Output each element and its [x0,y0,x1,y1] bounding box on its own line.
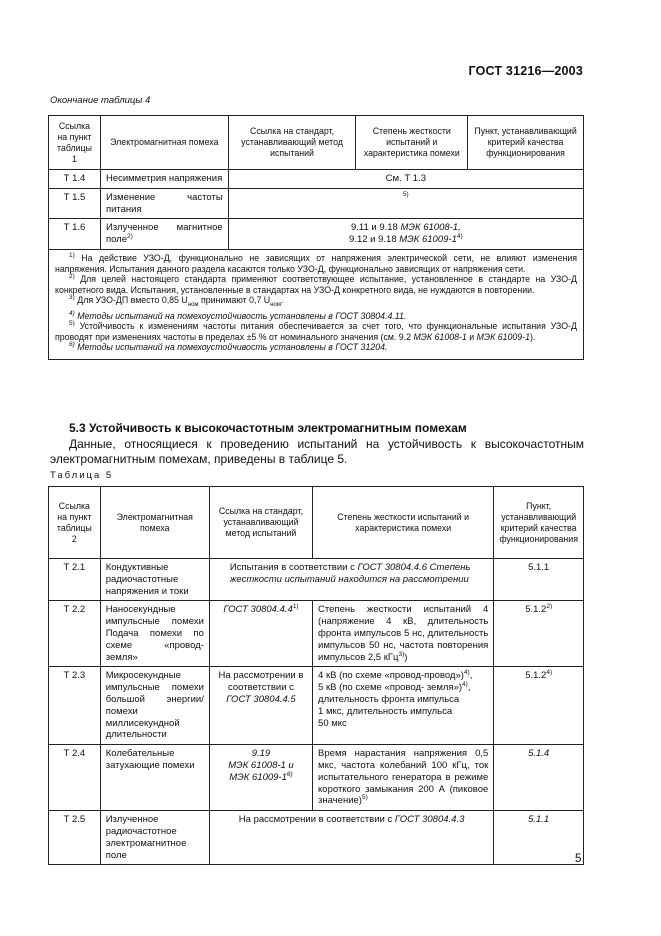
severity-text: 4 кВ (по схеме «провод-провод») [318,670,464,682]
emi-text: Излученное магнитное поле [105,222,223,246]
subscript: ном [187,302,199,309]
criterion-text: 5.1.2 [525,670,547,682]
document-header: ГОСТ 31216—2003 [468,64,583,78]
merged-cell [228,188,583,219]
table-continuation-label: Окончание таблицы 4 [50,95,151,106]
criterion-cell: 5.1.1 [494,811,584,865]
std-text: ГОСТ 30804.4.3 [394,814,465,826]
header-cell: Степень жесткости испытаний и характеристика помехи [313,487,494,559]
footnote-text: и [469,331,475,342]
table-row [49,601,584,667]
footnote-text: ). [530,331,536,342]
severity-text: Время нарастания напряжения 0,5 мкс, частота колебаний 100 кГц, ток испытательного генератора в режиме короткого замыкания 200 А (пиковое значение) [318,748,489,807]
footnote-mark: 4) [546,669,553,677]
ref-cell: Т 2.5 [49,811,101,865]
std-text: МЭК 61009-1 [229,771,287,783]
criterion-cell: 5.1.1 [494,559,584,601]
severity-cell [313,745,494,811]
table-header-row [49,487,584,559]
table-5 [48,486,584,865]
footnote-text: . [280,295,284,306]
header-cell: Ссылка на стандарт, устанавливающий метод испытаний [228,116,356,170]
merged-cell: См. Т 1.3 [228,170,583,189]
std-text: ГОСТ 30804.4.6 Степень жесткости испытаний находится на рассмотрении [229,562,471,585]
table-row [49,219,584,250]
merged-cell [209,559,493,601]
emi-cell: Колебательные затухающие помехи [100,745,209,811]
header-cell: Ссылка на пункт таблицы 2 [49,487,101,559]
footnote-mark: 1) [292,603,299,611]
footnote-mark: 4) [463,669,470,677]
ref-cell: Т 1.4 [49,170,101,189]
merged-cell [209,811,493,865]
std-text: 9.19 [251,748,271,760]
criterion-text: 5.1.2 [525,604,547,616]
footnote-mark: 2) [127,233,133,241]
footnote-mark: 4) [69,309,75,317]
footnote-text: МЭК 61008-1 [413,331,467,342]
emi-cell: Микросекундные импульсные помехи большой энергии/помехи миллисекундной длительности [100,667,209,745]
footnotes-row [49,249,584,359]
footnote [55,253,577,274]
emi-cell: Изменение частоты питания [100,188,228,219]
footnote-mark: 3) [398,650,405,658]
ref-cell: Т 2.4 [49,745,101,811]
footnote-mark: 2) [69,273,75,281]
footnote-text: принимают 0,7 U [198,295,271,306]
section-title: 5.3 Устойчивость к высокочастотным электромагнитным помехам [69,421,467,435]
footnote-text: МЭК 61009-1 [476,331,531,342]
footnote-mark: 5) [69,320,75,328]
footnote-mark: 2) [546,603,553,611]
footnote [55,295,577,310]
table-4 [48,115,584,360]
emi-cell: Излученное радиочастотное электромагнитное поле [100,811,209,865]
std-text: МЭК 61008-1 и [228,759,294,771]
header-cell: Электромагнитная помеха [100,487,209,559]
footnote [55,321,577,342]
table-header-row [49,116,584,170]
severity-text: 5 кВ (по схеме «провод- земля») [318,682,463,694]
header-cell: Пункт, устанавливающий критерий качества функционирования [468,116,584,170]
emi-cell: Несимметрия напряжения [100,170,228,189]
emi-cell: Наносекундные импульсные помехи Подача помехи по схеме «провод-земля» [100,601,209,667]
footnote-mark: 6) [69,341,75,349]
table-row [49,667,584,745]
footnote-mark: 1) [69,252,75,260]
severity-text: Степень жесткости испытаний 4 (напряжение 4 кВ, длительность фронта импульсов 5 нс, длительность импульсов 50 нс, частота повторения импульсов 2,5 кГц [318,604,489,663]
footnote-text: На действие УЗО-Д, функционально не зависящих от напряжения электрической сети, не влияют изменения напряжения. Испытания данного раздела касаются только УЗО-Д, функционально зависящих от напряжения сети. [55,252,577,274]
std-text: Испытания в соответствии с [229,562,355,573]
footnote [55,274,577,295]
footnote [55,311,577,322]
footnote [55,342,577,353]
ref-cell: Т 2.1 [49,559,101,601]
subscript: ном [270,302,281,309]
std-ref: 9.11 и 9.18 [350,222,398,234]
header-cell: Ссылка на стандарт, устанавливающий метод испытаний [209,487,312,559]
header-cell: Степень жесткости испытаний и характеристика помехи [356,116,468,170]
footnote-text: Методы испытаний на помехоустойчивость установлены в ГОСТ 31204. [77,342,388,353]
std-text: На рассмотрении в соответствии с [218,670,304,694]
std-ref: МЭК 61009-1 [399,234,457,246]
std-text: ГОСТ 30804.4.5 [226,693,296,705]
table-row [49,811,584,865]
criterion-cell: 5.1.4 [494,745,584,811]
merged-cell [228,219,583,250]
header-cell: Ссылка на пункт таблицы 1 [49,116,101,170]
footnote-text: Методы испытаний на помехоустойчивость установлены в ГОСТ 30804.4.11. [77,310,407,321]
footnote-text: Для целей настоящего стандарта применяют соответствующее испытание, установленное в стандарте на УЗО-Д конкретного вида. Испытания, установленные в стандартах на УЗО-Д конкретного вида, не нуждаются в повторении. [55,274,577,295]
footnote-mark: 4) [462,681,468,689]
page-number: 5 [575,853,582,865]
std-cell [209,601,312,667]
criterion-cell [494,601,584,667]
std-text: ГОСТ 30804.4.4 [223,604,293,616]
severity-text: 50 мкс [318,717,347,729]
table-row [49,745,584,811]
std-text: На рассмотрении в соответствии с [238,814,393,826]
footnote-text: Устойчивость к изменениям частоты питания обеспечивается за счет того, что функциональные испытания УЗО-Д проводят при изменениях частоты в пределах ±5 % от номинального значения (см. 9.2 [55,321,577,342]
ref-cell: Т 1.5 [49,188,101,219]
section-paragraph: Данные, относящиеся к проведению испытаний на устойчивость к высокочастотным электромагнитным помехам, приведены в таблице 5. [50,437,584,466]
emi-cell [100,219,228,250]
footnotes-cell [49,249,584,359]
severity-text: 1 мкс, длительность импульса [318,705,453,717]
table-row [49,170,584,189]
table-5-label: Таблица 5 [50,470,114,481]
header-cell: Пункт, устанавливающий критерий качества функционирования [494,487,584,559]
std-ref: 9.12 и 9.18 [349,234,397,246]
footnote-mark: 5) [361,794,368,802]
footnote-text: Для УЗО-ДП вместо 0,85 U [77,295,188,306]
criterion-cell [494,667,584,745]
severity-text: длительность фронта импульса [318,693,460,705]
footnote-mark: 6) [286,770,293,778]
std-ref: МЭК 61008-1, [400,222,461,234]
severity-cell: Степень жесткости испытаний 4 (напряжение 4 кВ, длительность фронта импульсов 5 нс, длительность импульсов 50 нс, частота повторения импульсов 2,5 кГц$^{3)}$) [313,601,494,667]
severity-cell: 4 кВ (по схеме «провод-провод»)$^{4)}$, 5 кВ (по схеме «провод- земля»)$^{4)}$, длительность фронта импульса 1 мкс, длительность импульса 50 мкс [313,667,494,745]
std-cell [209,745,312,811]
table-row [49,559,584,601]
footnote-mark: 4) [456,233,463,241]
ref-cell: Т 2.3 [49,667,101,745]
footnote-mark: 3) [69,294,75,302]
emi-cell: Кондуктивные радиочастотные напряжения и токи [100,559,209,601]
table-row [49,188,584,219]
ref-cell: Т 2.2 [49,601,101,667]
header-cell: Электромагнитная помеха [100,116,228,170]
ref-cell: Т 1.6 [49,219,101,250]
footnote-mark: 5) [402,190,409,198]
std-cell [209,667,312,745]
